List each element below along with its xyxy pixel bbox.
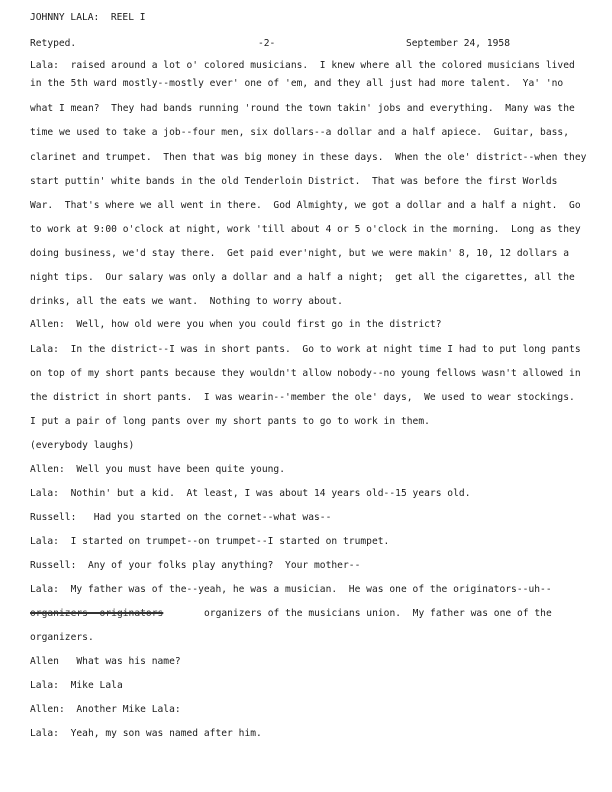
transcript-line: Allen: Well you must have been quite young.	[30, 464, 286, 475]
retyped-note: Retyped.	[30, 38, 77, 49]
transcript-line: to work at 9:00 o'clock at night, work 'till about 4 or 5 o'clock in the morning. Long as they	[30, 224, 581, 235]
page-number: -2-	[258, 38, 276, 49]
transcript-line: doing business, we'd stay there. Get paid ever'night, but we were makin' 8, 10, 12 dollars a	[30, 248, 570, 259]
struck-through-text: organizers--originators	[30, 608, 164, 619]
transcript-line: Russell: Had you started on the cornet--what was--	[30, 512, 332, 523]
transcript-line: time we used to take a job--four men, six dollars--a dollar and a half apiece. Guitar, bass,	[30, 127, 570, 138]
transcript-line: Lala: I started on trumpet--on trumpet--I started on trumpet.	[30, 536, 390, 547]
transcript-line: Lala: Nothin' but a kid. At least, I was about 14 years old--15 years old.	[30, 488, 471, 499]
transcript-line: clarinet and trumpet. Then that was big money in these days. When the ole' district--when they	[30, 152, 587, 163]
transcript-line: Russell: Any of your folks play anything? Your mother--	[30, 560, 361, 571]
transcript-line: Allen: Well, how old were you when you could first go in the district?	[30, 319, 442, 330]
transcript-line: start puttin' white bands in the old Tenderloin District. That was before the first Worlds	[30, 176, 558, 187]
transcript-line: Lala: Mike Lala	[30, 680, 123, 691]
transcript-line: War. That's where we all went in there. God Almighty, we got a dollar and a half a night. Go	[30, 200, 581, 211]
transcript-line: the district in short pants. I was wearin--'member the ole' days, We used to wear stockings.	[30, 392, 575, 403]
transcript-line: Lala: My father was of the--yeah, he was a musician. He was one of the originators--uh--	[30, 584, 552, 595]
transcript-line: organizers.	[30, 632, 94, 643]
document-date: September 24, 1958	[406, 38, 510, 49]
transcript-line: Allen What was his name?	[30, 656, 181, 667]
reel-label: JOHNNY LALA: REEL I	[30, 12, 146, 23]
transcript-line: Lala: raised around a lot o' colored musicians. I knew where all the colored musicians lived	[30, 60, 575, 71]
transcript-line: (everybody laughs)	[30, 440, 135, 451]
transcript-line: Lala: Yeah, my son was named after him.	[30, 728, 262, 739]
transcript-line: night tips. Our salary was only a dollar and a half a night; get all the cigarettes, all the	[30, 272, 575, 283]
transcript-line: in the 5th ward mostly--mostly ever' one of 'em, and they all just had more talent. Ya' 'no	[30, 78, 564, 89]
transcript-line: Lala: In the district--I was in short pants. Go to work at night time I had to put long pants	[30, 344, 581, 355]
transcript-line: on top of my short pants because they wouldn't allow nobody--no young fellows wasn't allowed in	[30, 368, 581, 379]
transcript-line: organizers of the musicians union. My father was one of the	[204, 608, 552, 619]
transcript-line: what I mean? They had bands running 'round the town takin' jobs and everything. Many was the	[30, 103, 575, 114]
transcript-line: Allen: Another Mike Lala:	[30, 704, 181, 715]
transcript-line: drinks, all the eats we want. Nothing to worry about.	[30, 296, 343, 307]
transcript-line: I put a pair of long pants over my short pants to go to work in them.	[30, 416, 430, 427]
